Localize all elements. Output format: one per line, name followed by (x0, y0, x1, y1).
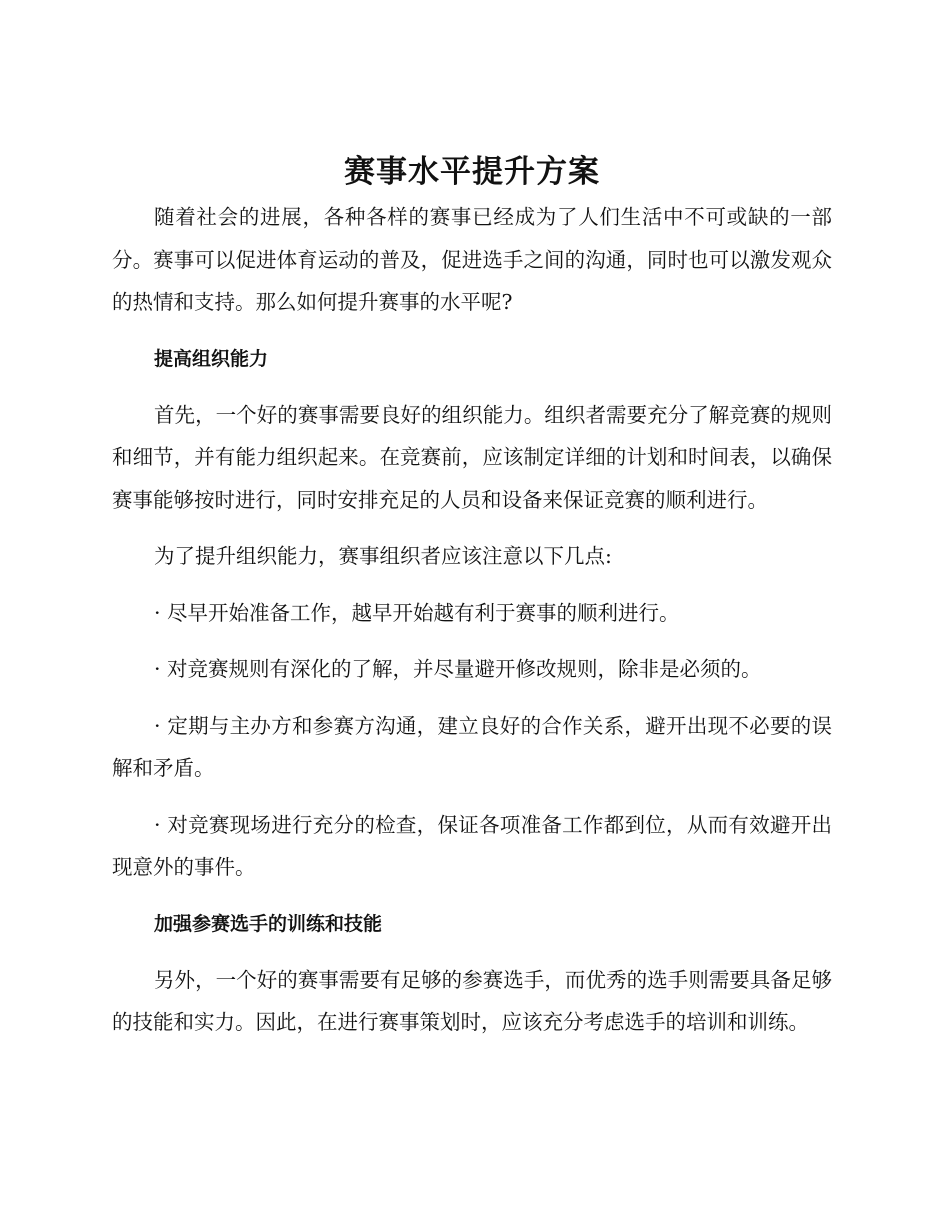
document-title: 赛事水平提升方案 (344, 154, 600, 190)
bullet-item: · 对竞赛现场进行充分的检查，保证各项准备工作都到位，从而有效避开出现意外的事件。 (112, 812, 832, 879)
bullet-item: · 定期与主办方和参赛方沟通，建立良好的合作关系，避开出现不必要的误解和矛盾。 (112, 713, 832, 780)
organization-points-intro: 为了提升组织能力，赛事组织者应该注意以下几点: (154, 544, 612, 568)
bullet-item: · 尽早开始准备工作，越早开始越有利于赛事的顺利进行。 (154, 600, 680, 625)
intro-paragraph: 随着社会的进展，各种各样的赛事已经成为了人们生活中不可或缺的一部分。赛事可以促进体育运动的普及，促进选手之间的沟通，同时也可以激发观众的热情和支持。那么如何提升赛事的水平呢? (112, 205, 832, 314)
section-heading-training: 加强参赛选手的训练和技能 (154, 912, 383, 935)
bullet-item: · 对竞赛规则有深化的了解，并尽量避开修改规则，除非是必须的。 (154, 657, 762, 681)
document-page (112, 150, 832, 1058)
organization-paragraph: 首先，一个好的赛事需要良好的组织能力。组织者需要充分了解竞赛的规则和细节，并有能力组织起来。在竞赛前，应该制定详细的计划和时间表，以确保赛事能够按时进行，同时安排充足的人员和设备来保证竞赛的顺利进行。 (112, 402, 832, 512)
training-paragraph: 另外，一个好的赛事需要有足够的参赛选手，而优秀的选手则需要具备足够的技能和实力。因此，在进行赛事策划时，应该充分考虑选手的培训和训练。 (112, 967, 832, 1034)
section-heading-organization: 提高组织能力 (154, 347, 269, 370)
